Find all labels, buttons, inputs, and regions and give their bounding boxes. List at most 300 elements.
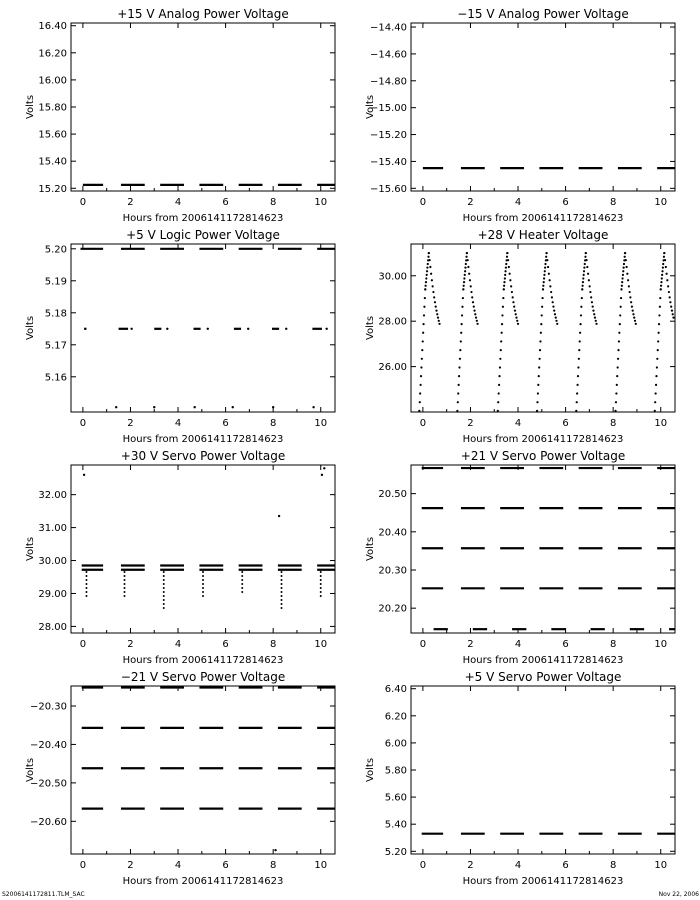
x-tick-label: 0 [79,418,87,429]
data-point [464,274,466,276]
data-point [426,270,428,272]
data-point [207,328,209,330]
x-tick-label: 6 [222,418,229,429]
chart-title: +28 V Heater Voltage [477,228,609,242]
data-point [498,384,500,386]
chart-panel-2 [365,7,675,224]
data-point [672,317,674,319]
data-point [617,366,619,368]
data-point [247,328,249,330]
data-point [583,274,585,276]
data-point [124,579,126,581]
data-point [312,406,314,408]
y-tick-label: 26.00 [378,362,407,374]
data-point [594,317,596,319]
x-tick-label: 4 [174,418,182,429]
x-tick-label: 2 [467,639,474,650]
data-point [476,320,478,322]
x-tick-label: 0 [419,197,427,208]
x-axis-label: Hours from 2006141172814623 [122,213,284,224]
data-point [515,317,517,319]
data-point [464,270,466,272]
data-point [537,384,539,386]
data-point [538,366,540,368]
chart-title: −21 V Servo Power Voltage [120,670,286,684]
data-point [280,575,282,577]
data-point [320,595,322,597]
data-point [622,274,624,276]
data-point [546,259,548,261]
data-point [320,579,322,581]
data-point [475,317,477,319]
data-point [193,406,195,408]
data-point [435,306,437,308]
data-point [241,591,243,593]
x-axis-label: Hours from 2006141172814623 [462,213,624,224]
data-point [668,291,670,293]
plot-frame [71,465,335,633]
data-point [512,296,514,298]
data-point [633,317,635,319]
data-point [658,314,660,316]
data-point [463,285,465,287]
x-tick-label: 8 [609,197,617,208]
y-tick-label: −15.60 [369,183,407,195]
data-point [592,306,594,308]
data-point [511,291,513,293]
x-tick-label: 4 [514,860,522,871]
data-point [582,285,584,287]
data-point [470,285,472,287]
data-point [468,273,470,275]
x-tick-label: 10 [314,860,328,871]
data-point [661,270,663,272]
chart-title: +30 V Servo Power Voltage [120,449,286,463]
y-tick-label: 5.80 [384,765,407,777]
y-axis-label: Volts [365,757,376,783]
data-point [624,256,626,258]
data-point [554,313,556,315]
x-tick-label: 4 [514,418,522,429]
data-point [460,340,462,342]
data-point [458,384,460,386]
data-point [202,575,204,577]
data-point [589,285,591,287]
x-axis-label: Hours from 2006141172814623 [122,655,284,666]
y-tick-label: 20.50 [378,489,407,501]
y-tick-label: 5.19 [44,276,67,288]
data-point [625,259,627,261]
x-tick-label: 6 [562,860,569,871]
y-tick-label: −15.00 [369,103,407,115]
data-point [620,306,622,308]
data-point [202,583,204,585]
data-point [654,410,656,412]
y-tick-label: 20.20 [378,603,407,615]
x-tick-label: 8 [609,639,617,650]
data-point [657,340,659,342]
y-tick-label: −15.20 [369,130,407,142]
x-tick-label: 10 [654,197,668,208]
data-point [473,306,475,308]
data-point [591,301,593,303]
data-point [438,323,440,325]
data-point [124,571,126,573]
y-tick-label: 16.20 [38,48,67,60]
x-tick-label: 2 [467,197,474,208]
data-point [550,291,552,293]
data-point [659,297,661,299]
data-point [621,281,623,283]
data-point [124,591,126,593]
data-point [625,266,627,268]
data-point [587,273,589,275]
data-point [115,406,117,408]
plot-frame [411,244,675,412]
data-point [656,358,658,360]
data-point [472,301,474,303]
data-point [499,358,501,360]
data-point [466,252,468,254]
data-point [465,263,467,265]
data-point [163,603,165,605]
data-point [619,323,621,325]
x-tick-label: 6 [562,418,569,429]
data-point [419,401,421,403]
data-point [163,595,165,597]
y-tick-label: 5.16 [44,372,67,384]
data-point [541,306,543,308]
y-tick-label: 6.20 [384,711,407,723]
data-point [589,291,591,293]
data-point [465,256,467,258]
data-point [473,310,475,312]
chart-panel-3 [25,228,335,445]
data-point [514,310,516,312]
data-point [654,401,656,403]
data-point [498,392,500,394]
data-point [280,583,282,585]
data-point [581,288,583,290]
data-point [664,259,666,261]
data-point [595,323,597,325]
data-point [419,392,421,394]
data-point [663,252,665,254]
data-point [553,310,555,312]
data-point [629,296,631,298]
x-tick-label: 6 [222,860,229,871]
data-point [545,252,547,254]
data-point [503,281,505,283]
x-tick-label: 8 [609,418,617,429]
data-point [232,406,234,408]
x-tick-label: 2 [127,860,134,871]
data-point [280,587,282,589]
data-point [655,375,657,377]
data-point [501,314,503,316]
data-point [655,384,657,386]
y-axis-label: Volts [25,315,36,341]
data-point [202,579,204,581]
data-point [665,273,667,275]
data-point [622,270,624,272]
data-point [540,323,542,325]
data-point [464,267,466,269]
data-point [280,599,282,601]
y-tick-label: −20.30 [29,701,67,713]
data-point [438,320,440,322]
data-point [549,279,551,281]
data-point [536,410,538,412]
data-point [547,266,549,268]
y-tick-label: 30.00 [378,271,407,283]
y-tick-label: −20.50 [29,778,67,790]
data-point [425,277,427,279]
data-point [420,375,422,377]
data-point [627,279,629,281]
y-tick-label: 20.40 [378,527,407,539]
data-point [578,358,580,360]
y-axis-label: Volts [365,536,376,562]
chart-title: +21 V Servo Power Voltage [460,449,626,463]
data-point [502,297,504,299]
data-point [431,279,433,281]
data-point [85,575,87,577]
x-tick-label: 2 [127,197,134,208]
data-point [623,267,625,269]
data-point [661,274,663,276]
data-point [85,571,87,573]
plot-frame [411,23,675,191]
data-point [504,274,506,276]
data-point [241,571,243,573]
x-axis-label: Hours from 2006141172814623 [122,434,284,445]
data-point [667,285,669,287]
data-point [592,310,594,312]
data-point [582,281,584,283]
data-point [576,392,578,394]
data-point [555,317,557,319]
data-point [624,252,626,254]
data-point [544,270,546,272]
data-point [429,266,431,268]
data-point [620,288,622,290]
x-tick-label: 4 [174,860,182,871]
data-point [506,252,508,254]
data-point [658,323,660,325]
y-tick-label: 5.20 [384,846,407,858]
data-point [576,401,578,403]
data-point [425,281,427,283]
data-point [463,281,465,283]
data-point [85,587,87,589]
x-tick-label: 0 [79,197,87,208]
data-point [497,401,499,403]
data-point [580,314,582,316]
x-tick-label: 4 [514,197,522,208]
x-tick-label: 8 [269,418,277,429]
x-axis-label: Hours from 2006141172814623 [462,876,624,887]
data-point [509,279,511,281]
data-point [617,349,619,351]
data-point [429,259,431,261]
y-tick-label: −15.40 [369,156,407,168]
data-point [325,328,327,330]
data-point [542,285,544,287]
data-point [202,571,204,573]
chart-panel-8 [365,670,675,887]
data-point [274,849,276,851]
data-point [539,358,541,360]
data-point [660,288,662,290]
data-point [459,349,461,351]
x-tick-label: 6 [222,197,229,208]
data-point [616,375,618,377]
data-point [421,349,423,351]
y-tick-label: 16.00 [38,75,67,87]
data-point [163,583,165,585]
y-axis-label: Volts [25,94,36,120]
x-tick-label: 10 [654,418,668,429]
x-tick-label: 0 [79,639,87,650]
data-point [430,273,432,275]
data-point [280,603,282,605]
chart-title: +15 V Analog Power Voltage [117,7,289,21]
x-tick-label: 10 [314,197,328,208]
data-point [419,384,421,386]
data-point [615,401,617,403]
data-point [584,263,586,265]
x-axis-label: Hours from 2006141172814623 [462,434,624,445]
data-point [577,366,579,368]
data-point [418,410,420,412]
data-point [614,410,616,412]
y-tick-label: 5.18 [44,308,67,320]
x-tick-label: 4 [174,639,182,650]
data-point [321,474,323,476]
data-point [617,358,619,360]
data-point [280,591,282,593]
x-tick-label: 8 [269,639,277,650]
y-tick-label: 5.60 [384,792,407,804]
data-point [545,256,547,258]
data-point [585,252,587,254]
chart-panel-1 [25,7,335,224]
data-point [124,587,126,589]
x-tick-label: 6 [222,639,229,650]
data-point [434,301,436,303]
y-tick-label: 15.80 [38,102,67,114]
data-point [320,583,322,585]
data-point [661,277,663,279]
data-point [536,401,538,403]
x-tick-label: 0 [79,860,87,871]
data-point [621,285,623,287]
data-point [584,256,586,258]
data-point [285,328,287,330]
data-point [124,583,126,585]
data-point [595,320,597,322]
x-tick-label: 6 [562,197,569,208]
data-point [623,263,625,265]
y-tick-label: −14.60 [369,49,407,61]
data-point [658,332,660,334]
x-tick-label: 10 [654,860,668,871]
data-point [660,281,662,283]
data-point [576,384,578,386]
data-point [432,285,434,287]
data-point [163,599,165,601]
data-point [540,332,542,334]
data-point [515,313,517,315]
data-point [124,595,126,597]
data-point [586,266,588,268]
data-point [320,587,322,589]
data-point [555,320,557,322]
data-point [130,328,132,330]
y-tick-label: 15.60 [38,129,67,141]
y-axis-label: Volts [365,94,376,120]
data-point [512,301,514,303]
y-tick-label: 6.40 [384,684,407,696]
data-point [659,306,661,308]
y-tick-label: 15.20 [38,183,67,195]
data-point [280,595,282,597]
data-point [499,366,501,368]
data-point [456,410,458,412]
data-point [241,579,243,581]
data-point [153,406,155,408]
x-tick-label: 0 [419,418,427,429]
data-point [421,358,423,360]
data-point [543,274,545,276]
x-tick-label: 8 [269,197,277,208]
data-point [503,285,505,287]
chart-title: +5 V Servo Power Voltage [464,670,622,684]
data-point [467,266,469,268]
data-point [672,313,674,315]
x-axis-label: Hours from 2006141172814623 [462,655,624,666]
data-point [280,571,282,573]
data-point [632,313,634,315]
data-point [500,349,502,351]
data-point [516,320,518,322]
data-point [436,313,438,315]
data-point [549,285,551,287]
y-tick-label: 29.00 [38,588,67,600]
data-point [85,591,87,593]
data-point [662,263,664,265]
footer-date: Nov 22, 2006 [658,891,699,898]
data-point [662,267,664,269]
data-point [320,591,322,593]
data-point [501,323,503,325]
data-point [626,273,628,275]
data-point [670,306,672,308]
data-point [505,263,507,265]
y-tick-label: 20.30 [378,565,407,577]
data-point [657,349,659,351]
data-point [579,332,581,334]
data-point [581,297,583,299]
y-tick-label: 31.00 [38,523,67,535]
data-point [423,314,425,316]
data-point [590,296,592,298]
data-point [621,277,623,279]
data-point [580,306,582,308]
data-point [588,279,590,281]
data-point [632,310,634,312]
